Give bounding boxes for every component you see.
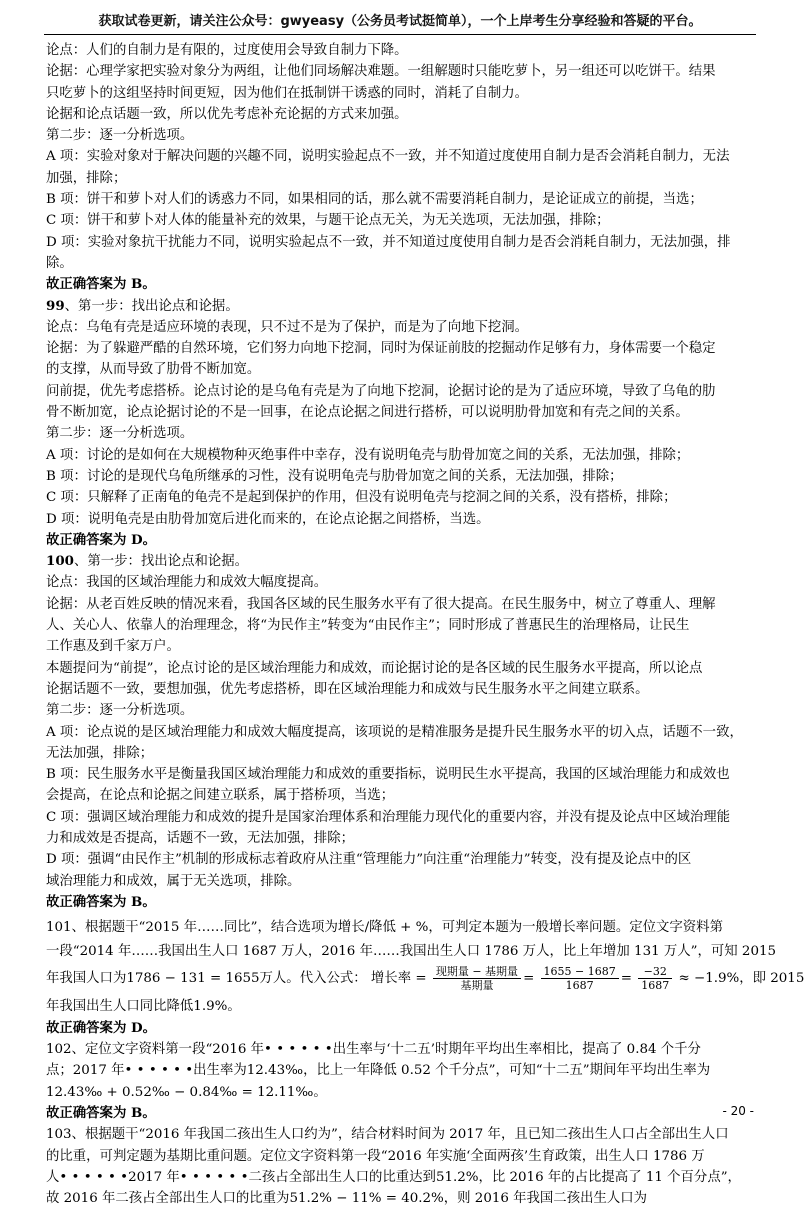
q103-line-2: 的比重，可判定题为基期比重问题。定位文字资料第一段“2016 年实施‘全面两孩’生育政策，出生人口 1786 万	[46, 1148, 705, 1164]
q103-share-2017: 51.2%	[435, 1169, 479, 1185]
q101-line-2: 一段“2014 年……我国出生人口 1687 万人，2016 年……我国出生人口 1786 万人，比上年增加 131 万人”，可知 2015	[46, 944, 777, 960]
text-line: 人、关心人、依靠人的治理理念，将“为民作主”转变为“由民作主”；同时形成了普惠民生的治理格局，让民生	[46, 618, 690, 634]
text-line: 除。	[46, 255, 73, 271]
q102-answer: 故正确答案为 B。	[46, 1104, 156, 1121]
text-line: 问前提，优先考虑搭桥。论点讨论的是乌龟有壳是为了向地下挖洞，论据讨论的是为了适应环境，导致了乌龟的肋	[46, 383, 716, 399]
q103-line-3: 人• • • • • •2017 年• • • • • •二孩占全部出生人口的比重达到51.2%，比 2016 年的占比提高了 11 个百分点”，	[46, 1169, 741, 1185]
text-line: 论点：乌龟有壳是适应环境的表现，只不过不是为了保护，而是为了向地下挖洞。	[46, 319, 529, 335]
text-line: 100、第一步：找出论点和论据。	[46, 553, 249, 570]
answer-explanations	[46, 40, 758, 913]
text-line: 论点：人们的自制力是有限的，过度使用会导致自制力下降。	[46, 43, 408, 58]
text-line: 工作惠及到千家万户。	[46, 639, 180, 655]
text-line: 故正确答案为 D。	[46, 531, 157, 548]
q101-line-1: 101、根据题干“2015 年……同比”，结合选项为增长/降低 + %，可判定本题为一般增长率问题。定位文字资料第	[46, 920, 723, 936]
text-line: 第二步：逐一分析选项。	[46, 128, 194, 144]
q101-decline-rate: 1.9%	[193, 999, 228, 1015]
text-line: 本题提问为“前提”，论点讨论的是区域治理能力和成效，而论据讨论的是各区域的民生服务水平提高，所以论点	[46, 660, 703, 676]
text-line: 故正确答案为 B。	[46, 893, 156, 910]
text-line: 99、第一步：找出论点和论据。	[46, 297, 239, 314]
text-line: D 项：实验对象抗干扰能力不同，说明实验起点不一致，并不知道过度使用自制力是否会消耗自制力，无法加强，排	[46, 234, 731, 250]
text-line: A 项：讨论的是如何在大规模物种灭绝事件中幸存，没有说明龟壳与肋骨加宽之间的关系，无法加强，排除；	[46, 447, 690, 463]
q102-line-2: 点；2017 年• • • • • •出生率为12.43‰，比上一年降低 0.52 个千分点”，可知“十二五”期间年平均出生率为	[46, 1063, 711, 1079]
text-line: B 项：饼干和萝卜对人们的诱惑力不同，如果相同的话，那么就不需要消耗自制力，是论证成立的前提，当选；	[46, 192, 703, 208]
q101-fraction-result: $\frac{-32}{1687}$	[638, 965, 672, 992]
text-line: B 项：民生服务水平是衡量我国区域治理能力和成效的重要指标，说明民生水平提高，我国的区域治理能力和成效也	[46, 767, 730, 783]
text-line: 无法加强，排除；	[46, 745, 154, 761]
q103-share-calc: 51.2% − 11% = 40.2%	[289, 1191, 444, 1207]
text-line: 加强，排除；	[46, 170, 127, 186]
q102-birth-rate: 12.43‰	[246, 1063, 304, 1079]
q101-approx-result: ≈ −1.9%	[678, 971, 740, 987]
text-line: 骨不断加宽，论点论据讨论的不是一回事，在论点论据之间进行搭桥，可以说明肋骨加宽和有壳之间的关系。	[46, 405, 689, 421]
text-line: 论据：心理学家把实验对象分为两组，让他们同场解决难题。一组解题时只能吃萝卜，另一组还可以吃饼干。结果	[46, 64, 716, 80]
q101-population-calc: 1786 − 131 = 1655	[126, 971, 260, 987]
text-line: 论据和论点话题一致，所以优先考虑补充论据的方式来加强。	[46, 106, 408, 122]
text-line: 论点：我国的区域治理能力和成效大幅度提高。	[46, 575, 328, 591]
text-line: B 项：讨论的是现代乌龟所继承的习性，没有说明龟壳与肋骨加宽之间的关系，无法加强，排除；	[46, 468, 623, 484]
q102-line-3: 12.43‰ + 0.52‰ − 0.84‰ = 12.11‰。	[46, 1084, 327, 1100]
text-line: 只吃萝卜的这组坚持时间更短，因为他们在抵制饼干诱惑的同时，消耗了自制力。	[46, 85, 529, 101]
q101-fraction-values: $\frac{1655 - 1687}{1687}$	[541, 965, 619, 992]
text-line: 会提高，在论点和论据之间建立联系，属于搭桥项，当选；	[46, 788, 395, 804]
question-number: 99	[46, 297, 65, 314]
text-line: 第二步：逐一分析选项。	[46, 426, 194, 442]
q102-line-1: 102、定位文字资料第一段“2016 年• • • • • •出生率与‘十二五’时期年平均出生率相比，提高了 0.84 个千分	[46, 1042, 701, 1058]
q101-line-3: 年我国人口为1786 − 131 = 1655万人。代入公式： 增长率 = $\frac{\text{现期量 − 基期量}}{\text{基期量}}$ = $\frac{1655 - 1687}{1687}$ = $\frac{-32}{1687}$ ≈ −1.9%，即 2015	[46, 965, 804, 993]
text-line: 论据话题不一致，要想加强，优先考虑搭桥，即在区域治理能力和成效与民生服务水平之间建立联系。	[46, 681, 649, 697]
text-line: 的支撑，从而导致了肋骨不断加宽。	[46, 362, 261, 378]
text-line: D 项：强调“由民作主”机制的形成标志着政府从注重“管理能力”向注重“治理能力”转变，没有提及论点中的区	[46, 852, 692, 868]
q103-line-4: 故 2016 年二孩占全部出生人口的比重为51.2% − 11% = 40.2%，则 2016 年我国二孩出生人口为	[46, 1191, 648, 1207]
document-body	[46, 40, 804, 1209]
text-line: 故正确答案为 B。	[46, 276, 156, 293]
text-line: 论据：为了躲避严酷的自然环境，它们努力向地下挖洞，同时为保证前肢的挖掘动作足够有力，身体需要一个稳定	[46, 341, 716, 357]
text-line: D 项：说明龟壳是由肋骨加宽后进化而来的，在论点论据之间搭桥，当选。	[46, 511, 490, 527]
q101-formula-label: 增长率 =	[370, 971, 427, 987]
text-line: C 项：强调区域治理能力和成效的提升是国家治理体系和治理能力现代化的重要内容，并没有提及论点中区域治理能	[46, 809, 731, 825]
question-number: 100	[46, 553, 74, 570]
q101-fraction-general: $\frac{\text{现期量 − 基期量}}{\text{基期量}}$	[433, 965, 521, 992]
text-line: C 项：只解释了正南龟的龟壳不是起到保护的作用，但没有说明龟壳与挖洞之间的关系，没有搭桥，排除；	[46, 490, 677, 506]
text-line: 第二步：逐一分析选项。	[46, 703, 194, 719]
text-line: 域治理能力和成效，属于无关选项，排除。	[46, 873, 301, 889]
text-line: A 项：实验对象对于解决问题的兴趣不同，说明实验起点不一致，并不知道过度使用自制力是否会消耗自制力，无法	[46, 149, 730, 165]
q101-line-4: 年我国出生人口同比降低1.9%。	[46, 999, 241, 1015]
q103-line-1: 103、根据题干“2016 年我国二孩出生人口约为”，结合材料时间为 2017 年，且已知二孩出生人口占全部出生人口	[46, 1127, 729, 1143]
q102-calculation: 12.43‰ + 0.52‰ − 0.84‰ = 12.11‰	[46, 1084, 314, 1100]
header-divider	[44, 34, 756, 35]
page-number: - 20 -	[722, 1104, 754, 1118]
text-line: C 项：饼干和萝卜对人体的能量补充的效果，与题干论点无关，为无关选项，无法加强，排除；	[46, 213, 610, 229]
text-line: 力和成效是否提高，话题不一致，无法加强，排除；	[46, 830, 354, 846]
page-header: 获取试卷更新，请关注公众号：gwyeasy（公务员考试挺简单），一个上岸考生分享经验和答疑的平台。	[98, 14, 702, 29]
q101-option-formula: 增长/降低 + %	[337, 920, 429, 936]
text-line: 论据：从老百姓反映的情况来看，我国各区域的民生服务水平有了很大提高。在民生服务中，树立了尊重人、理解	[46, 596, 716, 612]
q101-answer: 故正确答案为 D。	[46, 1019, 157, 1036]
text-line: A 项：论点说的是区域治理能力和成效大幅度提高，该项说的是精准服务是提升民生服务水平的切入点，话题不一致，	[46, 724, 743, 740]
